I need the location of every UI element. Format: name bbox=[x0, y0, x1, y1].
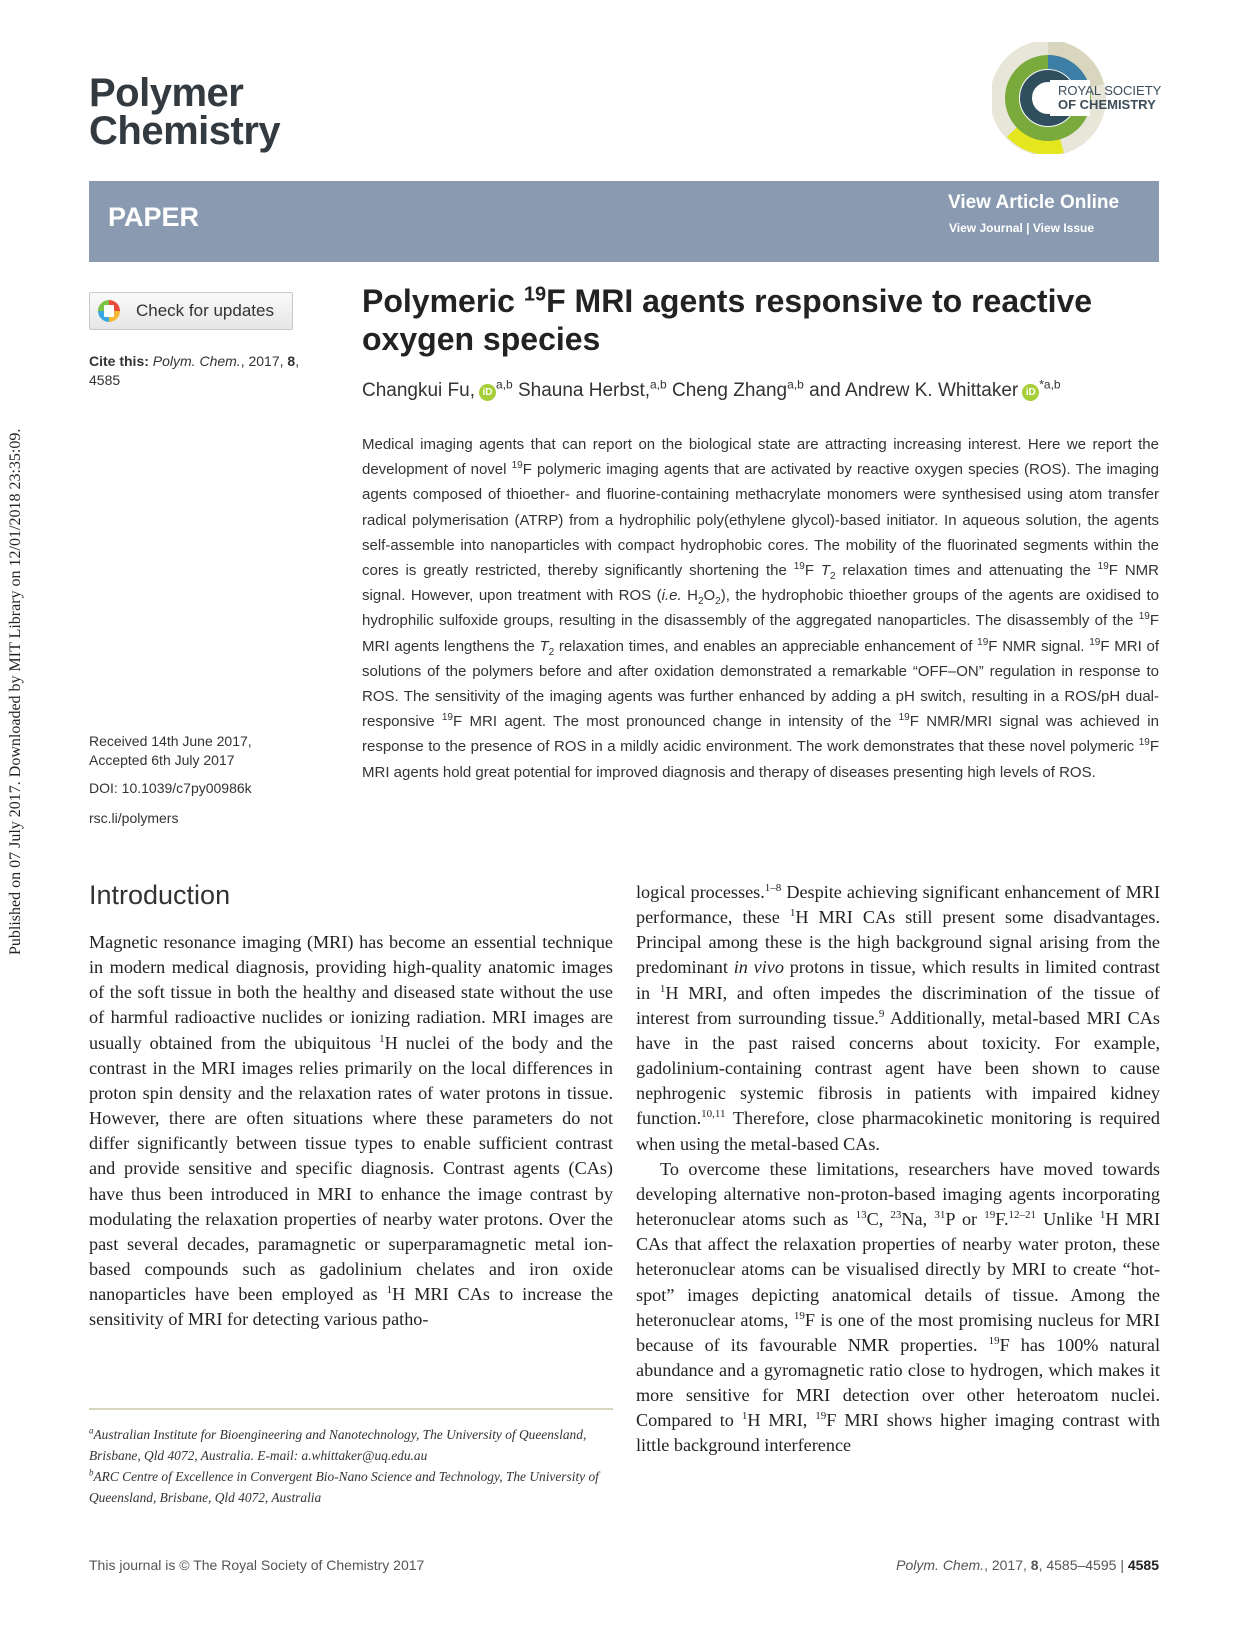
author-list bbox=[362, 377, 1061, 402]
view-links bbox=[949, 221, 1094, 235]
journal-title-line1: Polymer bbox=[89, 71, 244, 115]
orcid-icon[interactable]: iD bbox=[1022, 384, 1039, 401]
check-for-updates-label: Check for updates bbox=[136, 301, 274, 320]
footnote-divider bbox=[89, 1408, 613, 1410]
title-after: F MRI agents responsive to reactive oxygen species bbox=[362, 283, 1093, 357]
author-affiliation: *a,b bbox=[1039, 377, 1061, 392]
page-footer-citation bbox=[896, 1557, 1159, 1573]
view-article-online-link[interactable]: View Article Online bbox=[948, 192, 1120, 213]
cite-year: , 2017, bbox=[240, 353, 288, 369]
journal-title-line2: Chemistry bbox=[89, 109, 281, 153]
author-name: Changkui Fu, bbox=[362, 380, 476, 401]
citation bbox=[89, 352, 319, 390]
rsc-wordmark-line2: OF CHEMISTRY bbox=[1058, 97, 1156, 112]
accepted-date: Accepted 6th July 2017 bbox=[89, 752, 235, 768]
footnote-a: $^a$Australian Institute for Bioengineering and Nanotechnology, The University of Queensland, Brisbane, Qld 4072, Australia. E-mail: a.whittaker@uq.edu.au bbox=[89, 1425, 587, 1463]
link-separator: | bbox=[1026, 221, 1030, 235]
introduction-left-column: Magnetic resonance imaging (MRI) has become an essential technique in modern medical diagnosis, providing high-quality anatomic images of the soft tissue in both the healthy and diseased state without the use of harmful radioactive nuclides or ionizing radiation. MRI images are usually obtained from the ubiquitous $^1$H nuclei of the body and the contrast in the MRI images relies primarily on the local differences in proton spin density and the relaxation rates of water protons in tissue. However, there are often situations where these parameters do not differ significantly between tissue types to enable sufficient contrast and provide sensitive and specific diagnosis. Contrast agents (CAs) have thus been introduced in MRI to enhance the image contrast by modulating the relaxation properties of nearby water protons. Over the past several decades, paramagnetic or superparamagnetic metal ion-based compounds such as gadolinium chelates and iron oxide nanoparticles have been employed as $^1$H MRI CAs to increase the sensitivity of MRI for detecting various patho- bbox=[89, 932, 613, 1330]
doi[interactable]: DOI: 10.1039/c7py00986k bbox=[89, 780, 252, 796]
received-date: Received 14th June 2017, bbox=[89, 733, 252, 749]
author-affiliation: a,b bbox=[787, 377, 804, 392]
cite-sep: , bbox=[295, 353, 300, 369]
orcid-icon[interactable]: iD bbox=[479, 384, 496, 401]
introduction-right-column bbox=[636, 880, 1160, 1459]
footer-journal: Polym. Chem. bbox=[896, 1557, 985, 1573]
title-isotope: 19 bbox=[523, 283, 547, 306]
footer-pages: , 4585–4595 bbox=[1038, 1557, 1121, 1573]
cite-pages: 4585 bbox=[89, 372, 121, 388]
article-type-label: PAPER bbox=[108, 202, 200, 232]
download-watermark: Published on 07 July 2017. Downloaded by MIT Library on 12/01/2018 23:35:09. bbox=[7, 428, 24, 955]
author-affiliation: a,b bbox=[650, 377, 667, 392]
author-affiliation: a,b bbox=[496, 377, 513, 392]
footnote-b: $^b$ARC Centre of Excellence in Convergent Bio-Nano Science and Technology, The University of Queensland, Brisbane, Qld 4072, Australia bbox=[89, 1467, 599, 1505]
footer-volume: 8 bbox=[1030, 1557, 1039, 1573]
article-title bbox=[362, 282, 1162, 358]
view-journal-link[interactable]: View Journal bbox=[949, 221, 1023, 235]
page-number: 4585 bbox=[1127, 1557, 1159, 1573]
copyright-footer: This journal is © The Royal Society of Chemistry 2017 bbox=[89, 1557, 425, 1573]
cite-prefix: Cite this: bbox=[89, 353, 149, 369]
check-for-updates-button[interactable] bbox=[89, 292, 293, 330]
footer-sep: | bbox=[1120, 1557, 1124, 1573]
abstract: Medical imaging agents that can report on the biological state are attracting increasing interest. Here we report the development of novel $^{19}$F polymeric imaging agents that are activated by reactive oxygen species (ROS). The imaging agents composed of thioether- and fluorine-containing methacrylate monomers were synthesised using atom transfer radical polymerisation (ATRP) from a hydrophilic poly(ethylene glycol)-based initiator. In aqueous solution, the agents self-assemble into nanoparticles with compact hydrophobic cores. The mobility of the fluorinated segments within the cores is greatly restricted, thereby significantly shortening the $^{19}$F $T_2$ relaxation times and attenuating the $^{19}$F NMR signal. However, upon treatment with ROS (i.e. $H_2O_2$), the hydrophobic thioether groups of the agents are oxidised to hydrophilic sulfoxide groups, resulting in the disassembly of the aggregated nanoparticles. The disassembly of the $^{19}$F MRI agents lengthens the $T_2$ relaxation times, and enables an appreciable enhancement of $^{19}$F NMR signal. $^{19}$F MRI of solutions of the polymers before and after oxidation demonstrated a remarkable “OFF–ON” regulation in response to ROS. The sensitivity of the imaging agents was further enhanced by adding a pH switch, resulting in a ROS/pH dual-responsive $^{19}$F MRI agent. The most pronounced change in intensity of the $^{19}$F NMR/MRI signal was achieved in response to the presence of ROS in a mildly acidic environment. The work demonstrates that these novel polymeric $^{19}$F MRI agents hold great potential for improved diagnosis and therapy of diseases presenting high levels of ROS. bbox=[362, 436, 1160, 781]
author-name: Shauna Herbst, bbox=[517, 380, 651, 401]
affiliation-footnotes bbox=[89, 1424, 613, 1508]
section-heading-introduction: Introduction bbox=[89, 880, 231, 910]
footer-year: , 2017, bbox=[984, 1557, 1031, 1573]
journal-title bbox=[89, 71, 409, 153]
author-name: Cheng Zhang bbox=[671, 380, 788, 401]
title-before: Polymeric bbox=[362, 283, 524, 319]
cite-journal: Polym. Chem. bbox=[152, 353, 241, 369]
journal-site-link[interactable]: rsc.li/polymers bbox=[89, 810, 179, 826]
crossmark-icon bbox=[98, 300, 120, 322]
body-paragraph: logical processes.$^{1-8}$ Despite achieving significant enhancement of MRI performance, these $^1$H MRI CAs still present some disadvantages. Principal among these is the high background signal arising from the predominant in vivo protons in tissue, which results in limited contrast in $^1$H MRI, and often impedes the discrimination of the tissue of interest from surrounding tissue.$^9$ Additionally, metal-based MRI CAs have in the past raised concerns about toxicity. For example, gadolinium-containing contrast agent have been shown to cause nephrogenic systemic fibrosis in patients with impaired kidney function.$^{10,11}$ Therefore, close pharmacokinetic monitoring is required when using the metal-based CAs. bbox=[636, 881, 1161, 1154]
cite-volume: 8 bbox=[287, 353, 296, 369]
body-paragraph: To overcome these limitations, researchers have moved towards developing alternative non-proton-based imaging agents incorporating heteronuclear atoms such as $^{13}$C, $^{23}$Na, $^{31}$P or $^{19}$F.$^{12-21}$ Unlike $^1$H MRI CAs that affect the relaxation properties of nearby water proton, these heteronuclear atoms can be visualised directly by MRI to create “hot-spot” images depicting anatomical details of tissue. Among the heteronuclear atoms, $^{19}$F is one of the most promising nucleus for MRI because of its favourable NMR properties. $^{19}$F has 100% natural abundance and a gyromagnetic ratio close to hydrogen, which makes it more sensitive for MRI detection over other heteroatom nuclei. Compared to $^1$H MRI, $^{19}$F MRI shows higher imaging contrast with little background interference bbox=[636, 1158, 1161, 1456]
rsc-wordmark bbox=[1058, 84, 1161, 112]
author-name: and Andrew K. Whittaker bbox=[809, 380, 1019, 401]
view-issue-link[interactable]: View Issue bbox=[1032, 221, 1095, 235]
rsc-wordmark-line1: ROYAL SOCIETY bbox=[1058, 83, 1162, 98]
